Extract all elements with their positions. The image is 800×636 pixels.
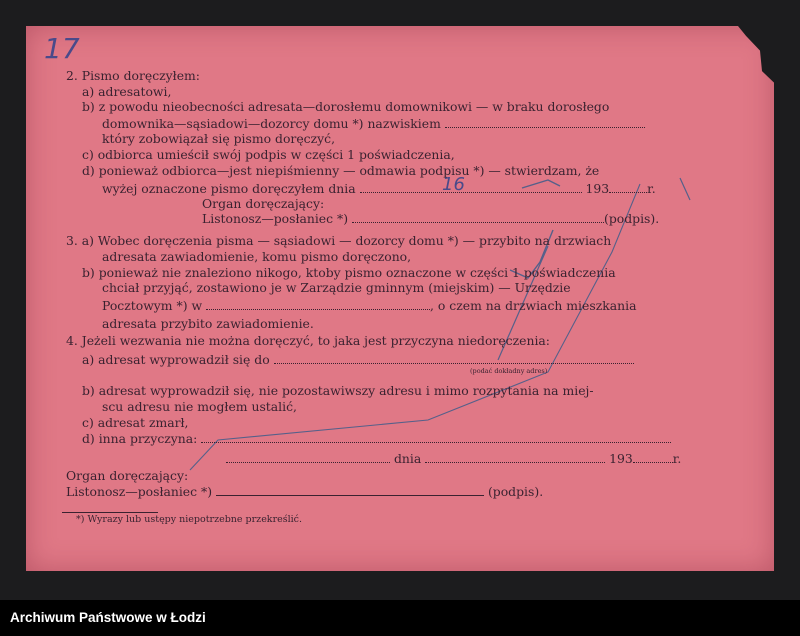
section-4-b-line2: scu adresu nie mogłem ustalić, (102, 399, 297, 414)
section-3-b-line2: chciał przyjąć, zostawiono je w Zarządzie gminnym (miejskim) — Urzędzie (102, 280, 571, 295)
section-2-b-line2: domownika—sąsiadowi—dozorcy domu *) nazwiskiem (102, 117, 645, 130)
section-2-d-line1: d) ponieważ odbiorca—jest niepiśmienny — odmawia podpisu *) — stwierdzam, że (82, 163, 600, 178)
section-4-b-line1: b) adresat wyprowadził się, nie pozostawiwszy adresu i mimo rozpytania na miej- (82, 383, 594, 398)
date-line-2: dnia 193 r. (226, 452, 681, 465)
archive-name: Archiwum Państwowe w Łodzi (10, 610, 206, 625)
section-3-a-line2: adresata zawiadomienie, komu pismo doręczono, (102, 249, 412, 264)
section-2-d-line2: wyżej oznaczone pismo doręczyłem dnia 193 r. (102, 181, 656, 196)
section-2-c: c) odbiorca umieścił swój podpis w części 1 poświadczenia, (82, 147, 455, 162)
section-4-title: 4. Jeżeli wezwania nie można doręczyć, to jaka jest przyczyna niedoręczenia: (66, 333, 550, 348)
archive-footer-bar (0, 600, 800, 636)
section-4-d: d) inna przyczyna: (82, 432, 671, 445)
listonosz-line-1: Listonosz—posłaniec *) (podpis). (202, 211, 660, 226)
section-3-b-line4: adresata przybito zawiadomienie. (102, 316, 314, 331)
organ-label-1: Organ doręczający: (202, 196, 325, 211)
footnote: *) Wyrazy lub ustępy niepotrzebne przekreślić. (76, 514, 303, 525)
listonosz-line-2: Listonosz—posłaniec *) (podpis). (66, 484, 544, 499)
section-2-b-line3: który zobowiązał się pismo doręczyć, (102, 131, 336, 146)
footnote-separator (62, 512, 158, 513)
section-3-b-line3: Pocztowym *) w , o czem na drzwiach mieszkania (102, 298, 637, 313)
section-2-a: a) adresatowi, (82, 84, 172, 99)
section-4-a: a) adresat wyprowadził się do (82, 353, 634, 366)
section-2-b-line1: b) z powodu nieobecności adresata—dorosłemu domownikowi — w braku dorosłego (82, 99, 610, 114)
section-3-b-line1: b) ponieważ nie znaleziono nikogo, ktoby pismo oznaczone w części 1 poświadczenia (82, 265, 616, 280)
section-4-a-note: (podać dokładny adres) (470, 367, 548, 375)
section-4-c: c) adresat zmarł, (82, 415, 189, 430)
section-2-title: 2. Pismo doręczyłem: (66, 68, 200, 83)
date-day-handwritten: 16 (442, 174, 465, 195)
organ-label-2: Organ doręczający: (66, 468, 189, 483)
section-3-a-line1: 3. a) Wobec doręczenia pisma — sąsiadowi — dozorcy domu *) — przybito na drzwiach (66, 233, 612, 248)
page-number-handwritten: 17 (44, 32, 80, 65)
